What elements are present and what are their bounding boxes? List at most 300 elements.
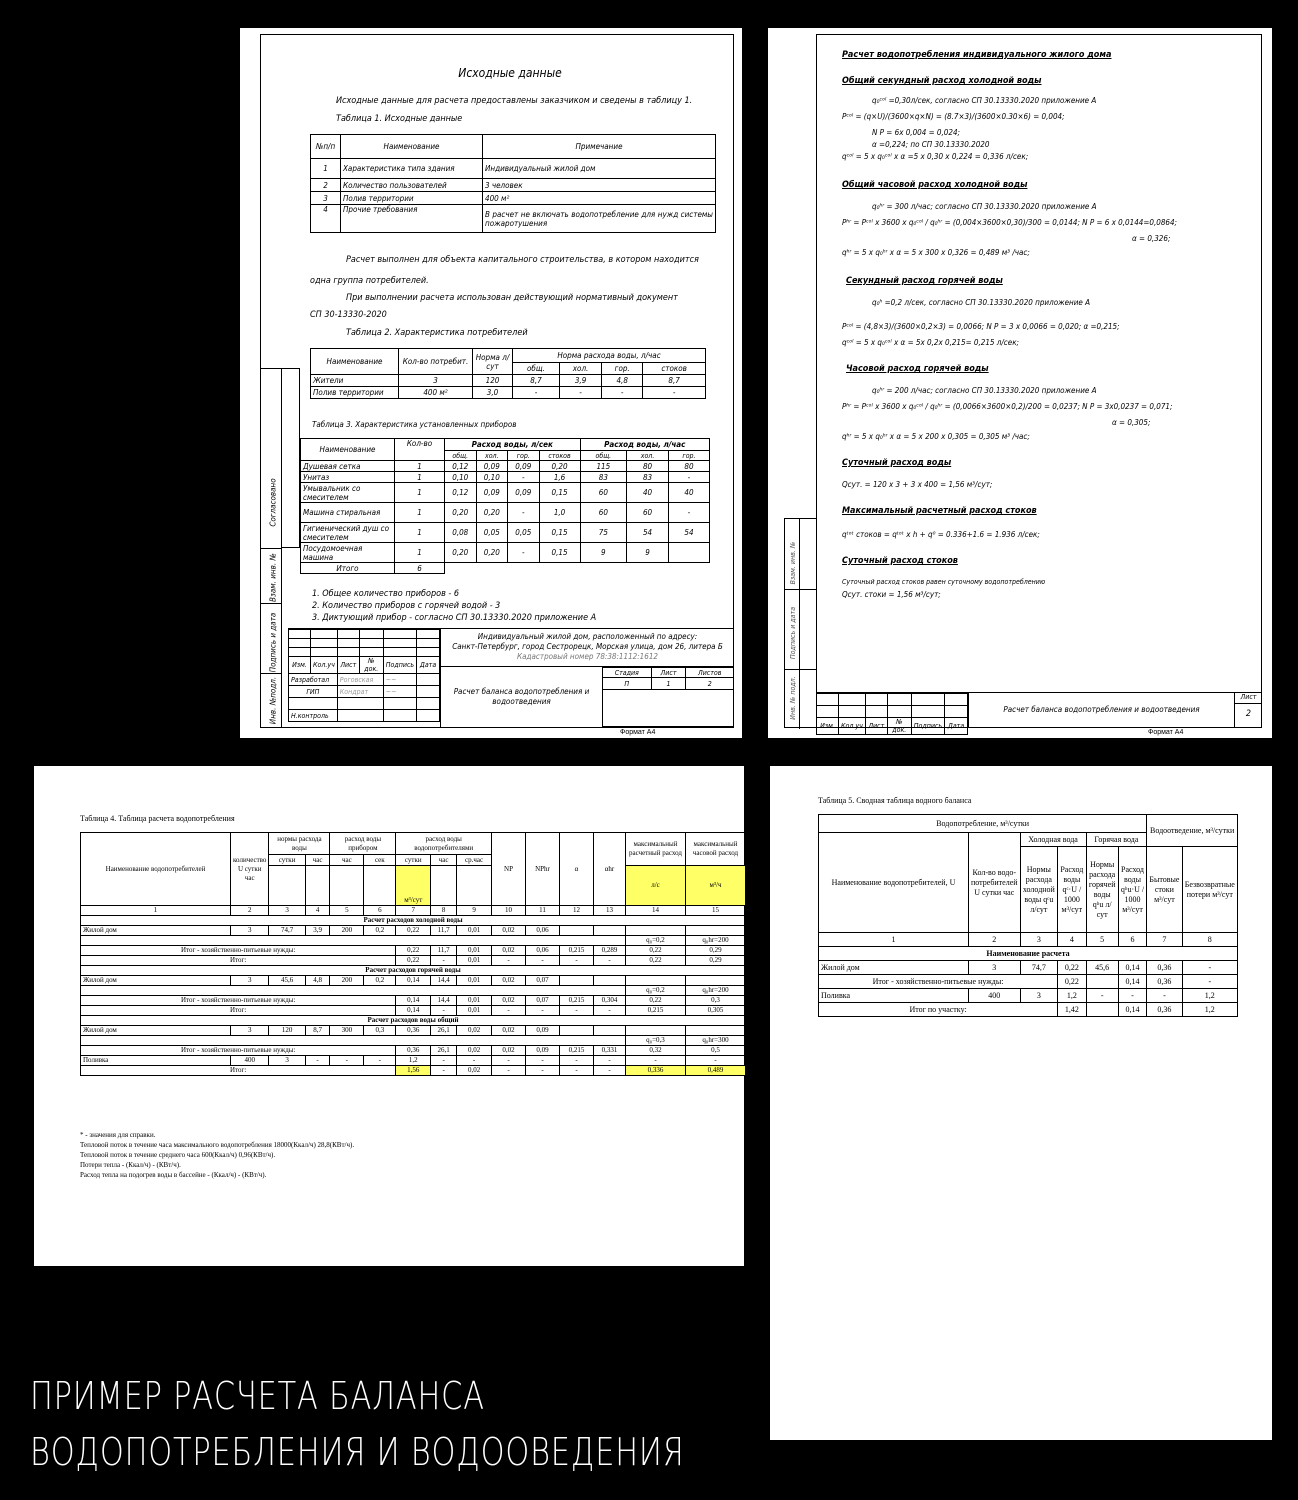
table-cell	[626, 926, 686, 936]
table-cell: 0,14	[1118, 961, 1146, 975]
table-cell: 0,02	[457, 1026, 492, 1036]
table-cell: 8,7	[513, 375, 560, 387]
th: гор.	[668, 451, 709, 461]
calc-line: qʰʳ = 5 х q₀ʰʳ х α = 5 х 200 х 0,305 = 0,305 м³ /час;	[842, 432, 1030, 441]
sheet-label: Лист	[1235, 693, 1262, 704]
table-cell: 0,01	[457, 926, 492, 936]
total-label: Итог по участку:	[819, 1003, 1058, 1017]
table-cell: 0,02	[492, 1026, 526, 1036]
table-row	[819, 961, 1238, 975]
table-cell: 0,15	[539, 483, 580, 503]
table-cell: 3,9	[559, 375, 601, 387]
table4-notes	[80, 1130, 354, 1180]
table-cell: -	[560, 1056, 594, 1066]
table-cell: 3	[969, 961, 1021, 975]
th: хол.	[559, 363, 601, 375]
table-cell: -	[686, 1056, 746, 1066]
table-cell: 3	[1020, 989, 1058, 1003]
th: общ.	[580, 451, 627, 461]
stage-head: Лист	[651, 668, 686, 678]
table-cell: 40	[668, 483, 709, 503]
table-consumers	[310, 348, 706, 399]
th-col: Расход воды qᶜ·U / 1000 м³/сут	[1058, 847, 1086, 933]
th-consumption: Водопотребление, м³/сутки	[819, 815, 1147, 833]
th-hot: Горячая вода	[1086, 833, 1147, 847]
calc-line: α = 0,305;	[1112, 418, 1151, 427]
format-label: Формат А4	[620, 729, 656, 736]
table-cell: -	[594, 1006, 626, 1016]
side-label-replace: Взам. инв. №	[268, 553, 278, 602]
table-cell: 0,3	[364, 1026, 396, 1036]
table-cell: 60	[580, 483, 627, 503]
table-cell: 9	[580, 543, 627, 563]
table-cell: 0,09	[476, 483, 508, 503]
calc-line: Qсут. = 120 х 3 + 3 х 400 = 1,56 м³/сут;	[842, 480, 993, 489]
th-sub: час	[330, 855, 364, 866]
subtotal-label: Итог - хозяйственно-питьевые нужды:	[81, 946, 396, 956]
table-cell: 0,20	[476, 543, 508, 563]
table-cell: 3	[399, 375, 473, 387]
table-cell: 83	[627, 472, 669, 483]
th-cold: Холодная вода	[1020, 833, 1086, 847]
table-cell: 4	[311, 205, 341, 233]
stamp-col: Изм.	[817, 718, 839, 735]
table-cell: Унитаз	[301, 472, 395, 483]
table-cell: 0,215	[560, 946, 594, 956]
table-cell: 2	[311, 179, 341, 192]
table-cell: 0,215	[560, 1046, 594, 1056]
th: Кол-во	[395, 439, 445, 461]
table-cell: Полив территории	[341, 192, 483, 205]
table-cell: 1,0	[539, 503, 580, 523]
calc-heading: Расчет водопотребления индивидуального жилого дома	[842, 50, 1112, 60]
stamp-col: Изм.	[289, 657, 311, 674]
table1-caption: Таблица 1. Исходные данные	[336, 114, 463, 124]
calc-line: α =0,224; по СП 30.13330.2020	[872, 140, 990, 149]
section-title: Расчет расходов воды общий	[81, 1016, 746, 1026]
table-cell: Посудомоечная машина	[301, 543, 395, 563]
th: Норма расхода воды, л/час	[513, 349, 706, 363]
q-value: q₀=0,2	[626, 986, 686, 996]
table-cell: 1,2	[396, 1056, 431, 1066]
table-cell: -	[305, 1056, 330, 1066]
stage-head: Стадия	[603, 668, 652, 678]
table-cell: -	[594, 1056, 626, 1066]
table-row	[301, 503, 710, 523]
stage-val: 1	[651, 678, 686, 690]
table-cell: 0,20	[445, 503, 477, 523]
table-cell: 0,336	[626, 1066, 686, 1076]
sheet-water-calc-table	[34, 766, 744, 1266]
table-cell: 0,01	[457, 976, 492, 986]
total-label: Итог:	[81, 956, 396, 966]
stamp-name: Роговская	[337, 674, 383, 686]
table-row	[81, 936, 746, 946]
table-cell: -	[1086, 989, 1118, 1003]
table-cell: 0,22	[626, 946, 686, 956]
table-cell: 3	[231, 926, 269, 936]
stamp-col: Лист	[337, 657, 359, 674]
th-col: Расход воды qʰu·U / 1000 м³/сут	[1118, 847, 1146, 933]
total-label: Итог - хозяйственно-питьевые нужды:	[819, 975, 1058, 989]
stamp-title: Расчет баланса водопотребления и водоотведения	[440, 667, 602, 727]
table-row	[301, 472, 710, 483]
table-cell: 0,09	[476, 461, 508, 472]
table-cell: Машина стиральная	[301, 503, 395, 523]
table-cell: -	[560, 1066, 594, 1076]
table-cell: 3,9	[305, 926, 330, 936]
stamp-col: Дата	[417, 657, 440, 674]
th: общ.	[445, 451, 477, 461]
section-title: Расчет расходов холодной воды	[81, 916, 746, 926]
th: стоков	[539, 451, 580, 461]
table-cell: 200	[330, 976, 364, 986]
section-title: Максимальный расчетный расход стоков	[842, 506, 1037, 516]
table-cell	[81, 936, 626, 946]
table-cell: 120	[269, 1026, 305, 1036]
intro-text: Исходные данные для расчета предоставлены заказчиком и сведены в таблицу 1.	[336, 96, 693, 106]
table-cell: 26,1	[431, 1026, 457, 1036]
table4-caption: Таблица 4. Таблица расчета водопотребления	[80, 814, 235, 823]
th-sub: сутки	[269, 855, 305, 866]
table-cell: 0,15	[539, 523, 580, 543]
stamp-cadastre: Кадастровый номер 78:38:1112:1612	[517, 652, 658, 661]
table-cell: -	[508, 543, 540, 563]
table-cell: 0,14	[396, 1006, 431, 1016]
stamp-role: Разработал	[289, 674, 338, 686]
table-cell: Жители	[311, 375, 399, 387]
table-cell: 115	[580, 461, 627, 472]
note-line: Тепловой поток в течение среднего часа 600(Ккал/ч) 0,96(КВт/ч).	[80, 1151, 276, 1159]
side-label-sign: Подпись и дата	[268, 612, 278, 673]
table-cell: 1	[395, 472, 445, 483]
table-cell: 0,22	[1058, 975, 1086, 989]
note-line: 3. Диктующий прибор - согласно СП 30.13330.2020 приложение А	[312, 613, 597, 623]
calc-line: qᶜᵒˡ = 5 х q₀ᶜᵒˡ х α =5 х 0,30 х 0,224 = 0,336 л/сек;	[842, 152, 1029, 161]
table-cell: -	[1147, 989, 1182, 1003]
table-cell: 75	[580, 523, 627, 543]
table-cell: 0,09	[508, 483, 540, 503]
table-cell: 0,14	[1118, 975, 1146, 989]
table-cell: 3	[231, 1026, 269, 1036]
table-cell: -	[492, 1066, 526, 1076]
column-number: 15	[686, 906, 746, 916]
stage-head: Листов	[686, 668, 734, 678]
table-cell: Душевая сетка	[301, 461, 395, 472]
table-cell: 1	[395, 543, 445, 563]
table-row	[81, 996, 746, 1006]
th-disposal: Водоотведение, м³/сутки	[1147, 815, 1238, 847]
table-cell	[560, 1026, 594, 1036]
table-cell: 0,12	[445, 483, 477, 503]
table-cell: 0,09	[508, 461, 540, 472]
table-cell: 45,6	[1086, 961, 1118, 975]
table-cell: 0,05	[508, 523, 540, 543]
table-cell: 1,2	[1058, 989, 1086, 1003]
table-cell: 0,02	[492, 996, 526, 1006]
th-sub: ср.час	[457, 855, 492, 866]
table-cell: Индивидуальный жилой дом	[483, 159, 716, 179]
calc-line: Pᶜᵒˡ = (q×U)/(3600×q×N) = (8.7×3)/(3600×0.30×6) = 0,004;	[842, 112, 1065, 121]
table-cell: -	[457, 1056, 492, 1066]
side-label: Взам. инв. №	[789, 541, 797, 585]
table-cell: 11,7	[431, 926, 457, 936]
column-number: 11	[526, 906, 560, 916]
table-cell: 0,36	[396, 1026, 431, 1036]
stamp-role: Н.контроль	[289, 710, 338, 722]
stamp-name: Кондрат	[337, 686, 383, 698]
calc-line: Pʰʳ = Pᶜᵒˡ х 3600 х q₀ᶜᵒˡ / q₀ʰʳ = (0,004×3600×0,30)/300 = 0,0144; N P = 6 х 0,0144=0,0864;	[842, 218, 1177, 227]
table-cell: -	[364, 1056, 396, 1066]
column-number: 1	[81, 906, 231, 916]
table-cell: 200	[330, 926, 364, 936]
calc-line: Суточный расход стоков равен суточному водопотреблению	[842, 578, 1046, 586]
th-col: Нормы расхода горячей воды qʰu л/сут	[1086, 847, 1118, 933]
table-cell: Жилой дом	[81, 976, 231, 986]
th-sub: час	[305, 855, 330, 866]
table-cell: -	[508, 503, 540, 523]
sheet-calculation	[768, 28, 1272, 738]
table-cell: -	[431, 1006, 457, 1016]
table-cell: -	[526, 1006, 560, 1016]
table-cell: 14,4	[431, 996, 457, 1006]
side-label: Подпись и дата	[789, 606, 797, 660]
table-cell: 3	[269, 1056, 305, 1066]
table-cell: 1	[395, 483, 445, 503]
table-cell: 0,2	[364, 976, 396, 986]
th-col: Безвозвратные потери м³/сут	[1182, 847, 1237, 933]
column-number: 6	[364, 906, 396, 916]
q-value: q₀=0,2	[626, 936, 686, 946]
table-row	[81, 956, 746, 966]
table-cell: -	[513, 387, 560, 399]
stamp-title: Расчет баланса водопотребления и водоотведения	[968, 693, 1234, 727]
stamp-col: Дата	[945, 718, 968, 735]
table-cell	[686, 926, 746, 936]
table-cell: 0,14	[396, 976, 431, 986]
sheet-initial-data	[240, 28, 742, 738]
table-row	[81, 986, 746, 996]
table-cell: -	[560, 1006, 594, 1016]
table-cell: 1,2	[1182, 1003, 1237, 1017]
table-cell: 3	[311, 192, 341, 205]
table-cell: Жилой дом	[81, 926, 231, 936]
banner-line-1: ПРИМЕР РАСЧЕТА БАЛАНСА	[30, 1374, 485, 1418]
table-cell	[1086, 975, 1118, 989]
table-cell: 60	[627, 503, 669, 523]
table-cell: 0,02	[492, 976, 526, 986]
table-row	[81, 1046, 746, 1056]
table-cell: 1,2	[1182, 989, 1237, 1003]
table-cell: 0,01	[457, 946, 492, 956]
table5-caption: Таблица 5. Сводная таблица водного баланса	[818, 796, 972, 805]
table-row	[301, 483, 710, 503]
column-number: 4	[1058, 933, 1086, 947]
table-cell: 14,4	[431, 976, 457, 986]
table-cell: 3 человек	[483, 179, 716, 192]
column-number: 4	[305, 906, 330, 916]
column-number: 7	[1147, 933, 1182, 947]
table-cell: -	[594, 956, 626, 966]
table-cell: 26,1	[431, 1046, 457, 1056]
table-cell: 0,22	[1058, 961, 1086, 975]
table-cell	[686, 976, 746, 986]
stamp-col: Лист	[865, 718, 887, 735]
column-number: 3	[1020, 933, 1058, 947]
table-row	[81, 1026, 746, 1036]
unit-hr: м³/ч	[686, 866, 746, 906]
table-cell: 0,2	[364, 926, 396, 936]
calc-line: q₀ʰʳ = 200 л/час; согласно СП 30.13330.2020 приложение А	[872, 386, 1097, 395]
section-title: Расчет расходов горячей воды	[81, 966, 746, 976]
table-row	[81, 1006, 746, 1016]
table-cell: 0,07	[526, 976, 560, 986]
note-line: Тепловой поток в течение часа максимального водопотребления 18000(Ккал/ч) 28,8(КВт/ч).	[80, 1141, 355, 1149]
column-number: 12	[560, 906, 594, 916]
table-cell: -	[526, 956, 560, 966]
table-cell	[81, 986, 626, 996]
title-block: Изм. Кол.уч Лист № док. Подпись Дата Разработал Роговская ~~ ГИП Кондрат ~~ Н.контроль Индивидуальный жилой дом, расположенный по адресу: Санкт-Петербург, город Сестрорецк, Морская улица, дом 26, литера Б Кадастровый номер 78:38:1112:1612 Расчет баланса водопотребления и водоотведения Стадия Лист Листов П 1 2	[288, 628, 734, 728]
section-title: Часовой расход горячей воды	[846, 364, 989, 374]
table-row	[819, 975, 1238, 989]
stamp-col: Кол.уч	[311, 657, 338, 674]
table-cell: -	[431, 1056, 457, 1066]
calc-line: Pᶜᵒˡ = (4,8×3)/(3600×0,2×3) = 0,0066; N P = 3 х 0,0066 = 0,020; α =0,215;	[842, 322, 1120, 331]
column-number: 5	[1086, 933, 1118, 947]
calc-line: N P = 6х 0,004 = 0,024;	[872, 128, 960, 137]
table-cell: 0,01	[457, 996, 492, 1006]
table-row	[81, 976, 746, 986]
table-cell: 0,09	[526, 1026, 560, 1036]
section-title: Общий секундный расход холодной воды	[842, 76, 1042, 86]
table-cell: 0,01	[457, 956, 492, 966]
th-max: максимальный расчетный расход	[626, 833, 686, 866]
note-line: * - значения для справки.	[80, 1131, 156, 1139]
table-cell: 80	[627, 461, 669, 472]
stamp-address: Индивидуальный жилой дом, расположенный по адресу:	[477, 632, 698, 641]
table-initial-data	[310, 134, 716, 233]
para-1a: Расчет выполнен для объекта капитального строительства, в котором находится	[346, 255, 699, 265]
th: Норма л/сут	[473, 349, 513, 375]
table-cell: -	[526, 1066, 560, 1076]
unit-sec: л/с	[626, 866, 686, 906]
th: Расход воды, л/сек	[445, 439, 581, 451]
table3-caption: Таблица 3. Характеристика установленных приборов	[312, 420, 517, 429]
th-users: расход воды водопотребителями	[396, 833, 492, 855]
subtotal-label: Итог - хозяйственно-питьевые нужды:	[81, 996, 396, 1006]
table-row	[81, 966, 746, 976]
table-cell	[594, 1026, 626, 1036]
para-2b: СП 30-13330-2020	[310, 310, 387, 320]
table-cell: 400	[969, 989, 1021, 1003]
table-row	[81, 916, 746, 926]
note-line: Расход тепла на подогрев воды в бассейне - (Ккал/ч) - (КВт/ч).	[80, 1171, 267, 1179]
table-cell: 4,8	[305, 976, 330, 986]
th-sub: сек	[364, 855, 396, 866]
table-cell: -	[559, 387, 601, 399]
table-cell: -	[602, 387, 643, 399]
column-number: 10	[492, 906, 526, 916]
table-cell: 0,304	[594, 996, 626, 1006]
th-alphahr: αhr	[594, 833, 626, 906]
table-cell: -	[594, 1066, 626, 1076]
table-cell: Гигиенический душ со смесителем	[301, 523, 395, 543]
table-cell: 0,12	[445, 461, 477, 472]
table-cell: 0,36	[1147, 975, 1182, 989]
table-cell: 0,36	[1147, 961, 1182, 975]
table-cell: 1	[395, 461, 445, 472]
table-cell: -	[560, 956, 594, 966]
table-cell: 54	[668, 523, 709, 543]
table-cell: -	[431, 1066, 457, 1076]
calc-line: q₀ʰ =0,2 л/сек, согласно СП 30.13330.2020 приложение А	[872, 298, 1091, 307]
table-cell: 0,22	[626, 956, 686, 966]
table-cell: -	[1118, 989, 1146, 1003]
banner	[30, 1368, 685, 1480]
sheet-number: 2	[1245, 709, 1252, 719]
sheet-water-balance	[770, 766, 1272, 1440]
section-title: Суточный расход стоков	[842, 556, 958, 566]
th-maxhr: максимальный часовой расход	[686, 833, 746, 866]
section-title: Общий часовой расход холодной воды	[842, 180, 1028, 190]
q-value: q₀hr=200	[686, 936, 746, 946]
th-np: NP	[492, 833, 526, 906]
q-value: q₀hr=200	[686, 986, 746, 996]
stage-val: 2	[686, 678, 734, 690]
table-row	[81, 926, 746, 936]
table-cell: -	[668, 472, 709, 483]
section-title: Секундный расход горячей воды	[846, 276, 1003, 286]
table-cell: 0,5	[686, 1046, 746, 1056]
th: гор.	[508, 451, 540, 461]
note-line: 1. Общее количество приборов - 6	[312, 589, 460, 599]
table-cell	[1086, 1003, 1118, 1017]
th-sub: час	[431, 855, 457, 866]
table-cell: 0,489	[686, 1066, 746, 1076]
table-cell: 9	[627, 543, 669, 563]
table-cell: 0,10	[445, 472, 477, 483]
note-line: Потери тепла - (Ккал/ч) - (КВт/ч).	[80, 1161, 181, 1169]
table-cell: 0,10	[476, 472, 508, 483]
table-cell: 0,22	[396, 956, 431, 966]
th: общ.	[513, 363, 560, 375]
table-cell: 0,215	[626, 1006, 686, 1016]
subtotal-label: Итог - хозяйственно-питьевые нужды:	[81, 1046, 396, 1056]
table-cell: 0,289	[594, 946, 626, 956]
section-title: Суточный расход воды	[842, 458, 952, 468]
section-title: Наименование расчета	[819, 947, 1238, 961]
th-name: Наименование	[341, 135, 483, 159]
th-note: Примечание	[483, 135, 716, 159]
table-cell: Поливка	[81, 1056, 231, 1066]
table-cell: Поливка	[819, 989, 969, 1003]
column-number: 8	[431, 906, 457, 916]
side-label-inv: Инв. №подл.	[268, 676, 278, 725]
table-cell: -	[431, 956, 457, 966]
th-device: расход воды прибором	[330, 833, 396, 855]
table-cell: 0,02	[492, 946, 526, 956]
table-cell: 60	[580, 503, 627, 523]
table-cell: 0,36	[396, 1046, 431, 1056]
table-row	[81, 1036, 746, 1046]
th: Наименование	[311, 349, 399, 375]
th-qty: количество U сутки час	[231, 833, 269, 906]
table-cell	[626, 1026, 686, 1036]
stamp-role: ГИП	[289, 686, 338, 698]
column-number: 3	[269, 906, 305, 916]
table-cell: 0,02	[492, 1046, 526, 1056]
table-cell: 1,6	[539, 472, 580, 483]
